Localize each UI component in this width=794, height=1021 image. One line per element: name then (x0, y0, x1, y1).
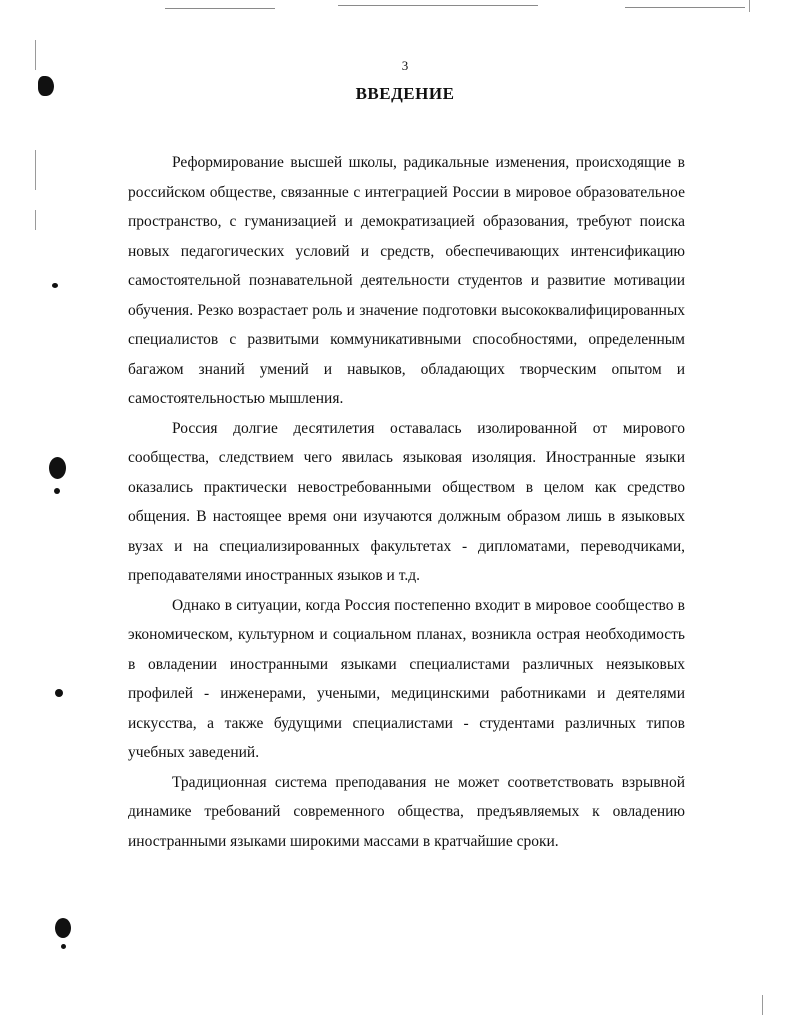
scan-artifact-edge (762, 995, 763, 1015)
paragraph: Однако в ситуации, когда Россия постепенно входит в мировое сообщество в экономическом, культурном и социальном планах, возникла острая необходимость в овладении иностранными языками специалистами различных неязыковых профилей - инженерами, учеными, медицинскими работниками и деятелями искусства, а также будущими специалистами - студентами различных типов учебных заведений. (128, 596, 685, 761)
scan-artifact-edge (35, 210, 36, 230)
paragraph: Россия долгие десятилетия оставалась изолированной от мирового сообщества, следствием чего явилась языковая изоляция. Иностранные языки оказались практически невостребованными обществом в целом как средство общения. В настоящее время они изучаются должным образом лишь в языковых вузах и на специализированных факультетах - дипломатами, переводчиками, преподавателями иностранных языков и т.д. (128, 419, 685, 584)
punch-hole-mark (55, 689, 63, 697)
punch-hole-mark (52, 283, 58, 288)
scan-artifact-edge (749, 0, 750, 12)
punch-hole-mark (49, 457, 66, 479)
scan-artifact-edge (35, 150, 36, 190)
scan-artifact-top-line (165, 8, 275, 9)
page-number: 3 (401, 58, 409, 73)
page-title: ВВЕДЕНИЕ (355, 84, 455, 103)
scan-artifact-top-line (625, 7, 745, 8)
punch-hole-mark (55, 918, 71, 938)
body-text (128, 148, 685, 862)
paragraph: Традиционная система преподавания не может соответствовать взрывной динамике требований современного общества, предъявляемых к овладению иностранными языками широкими массами в кратчайшие сроки. (128, 773, 685, 850)
scan-artifact-edge (35, 40, 36, 70)
paragraph: Реформирование высшей школы, радикальные изменения, происходящие в российском обществе, связанные с интеграцией России в мировое образовательное пространство, с гуманизацией и демократизацией образования, требуют поиска новых педагогических условий и средств, обеспечивающих интенсификацию самостоятельной познавательной деятельности студентов и развитие мотивации обучения. Резко возрастает роль и значение подготовки высококвалифицированных специалистов с развитыми коммуникативными способностями, определенным багажом знаний умений и навыков, обладающих творческим опытом и самостоятельностью мышления. (128, 154, 685, 407)
punch-hole-mark (38, 76, 54, 96)
punch-hole-mark (61, 944, 66, 949)
punch-hole-mark (54, 488, 60, 494)
scan-artifact-top-line (338, 5, 538, 6)
